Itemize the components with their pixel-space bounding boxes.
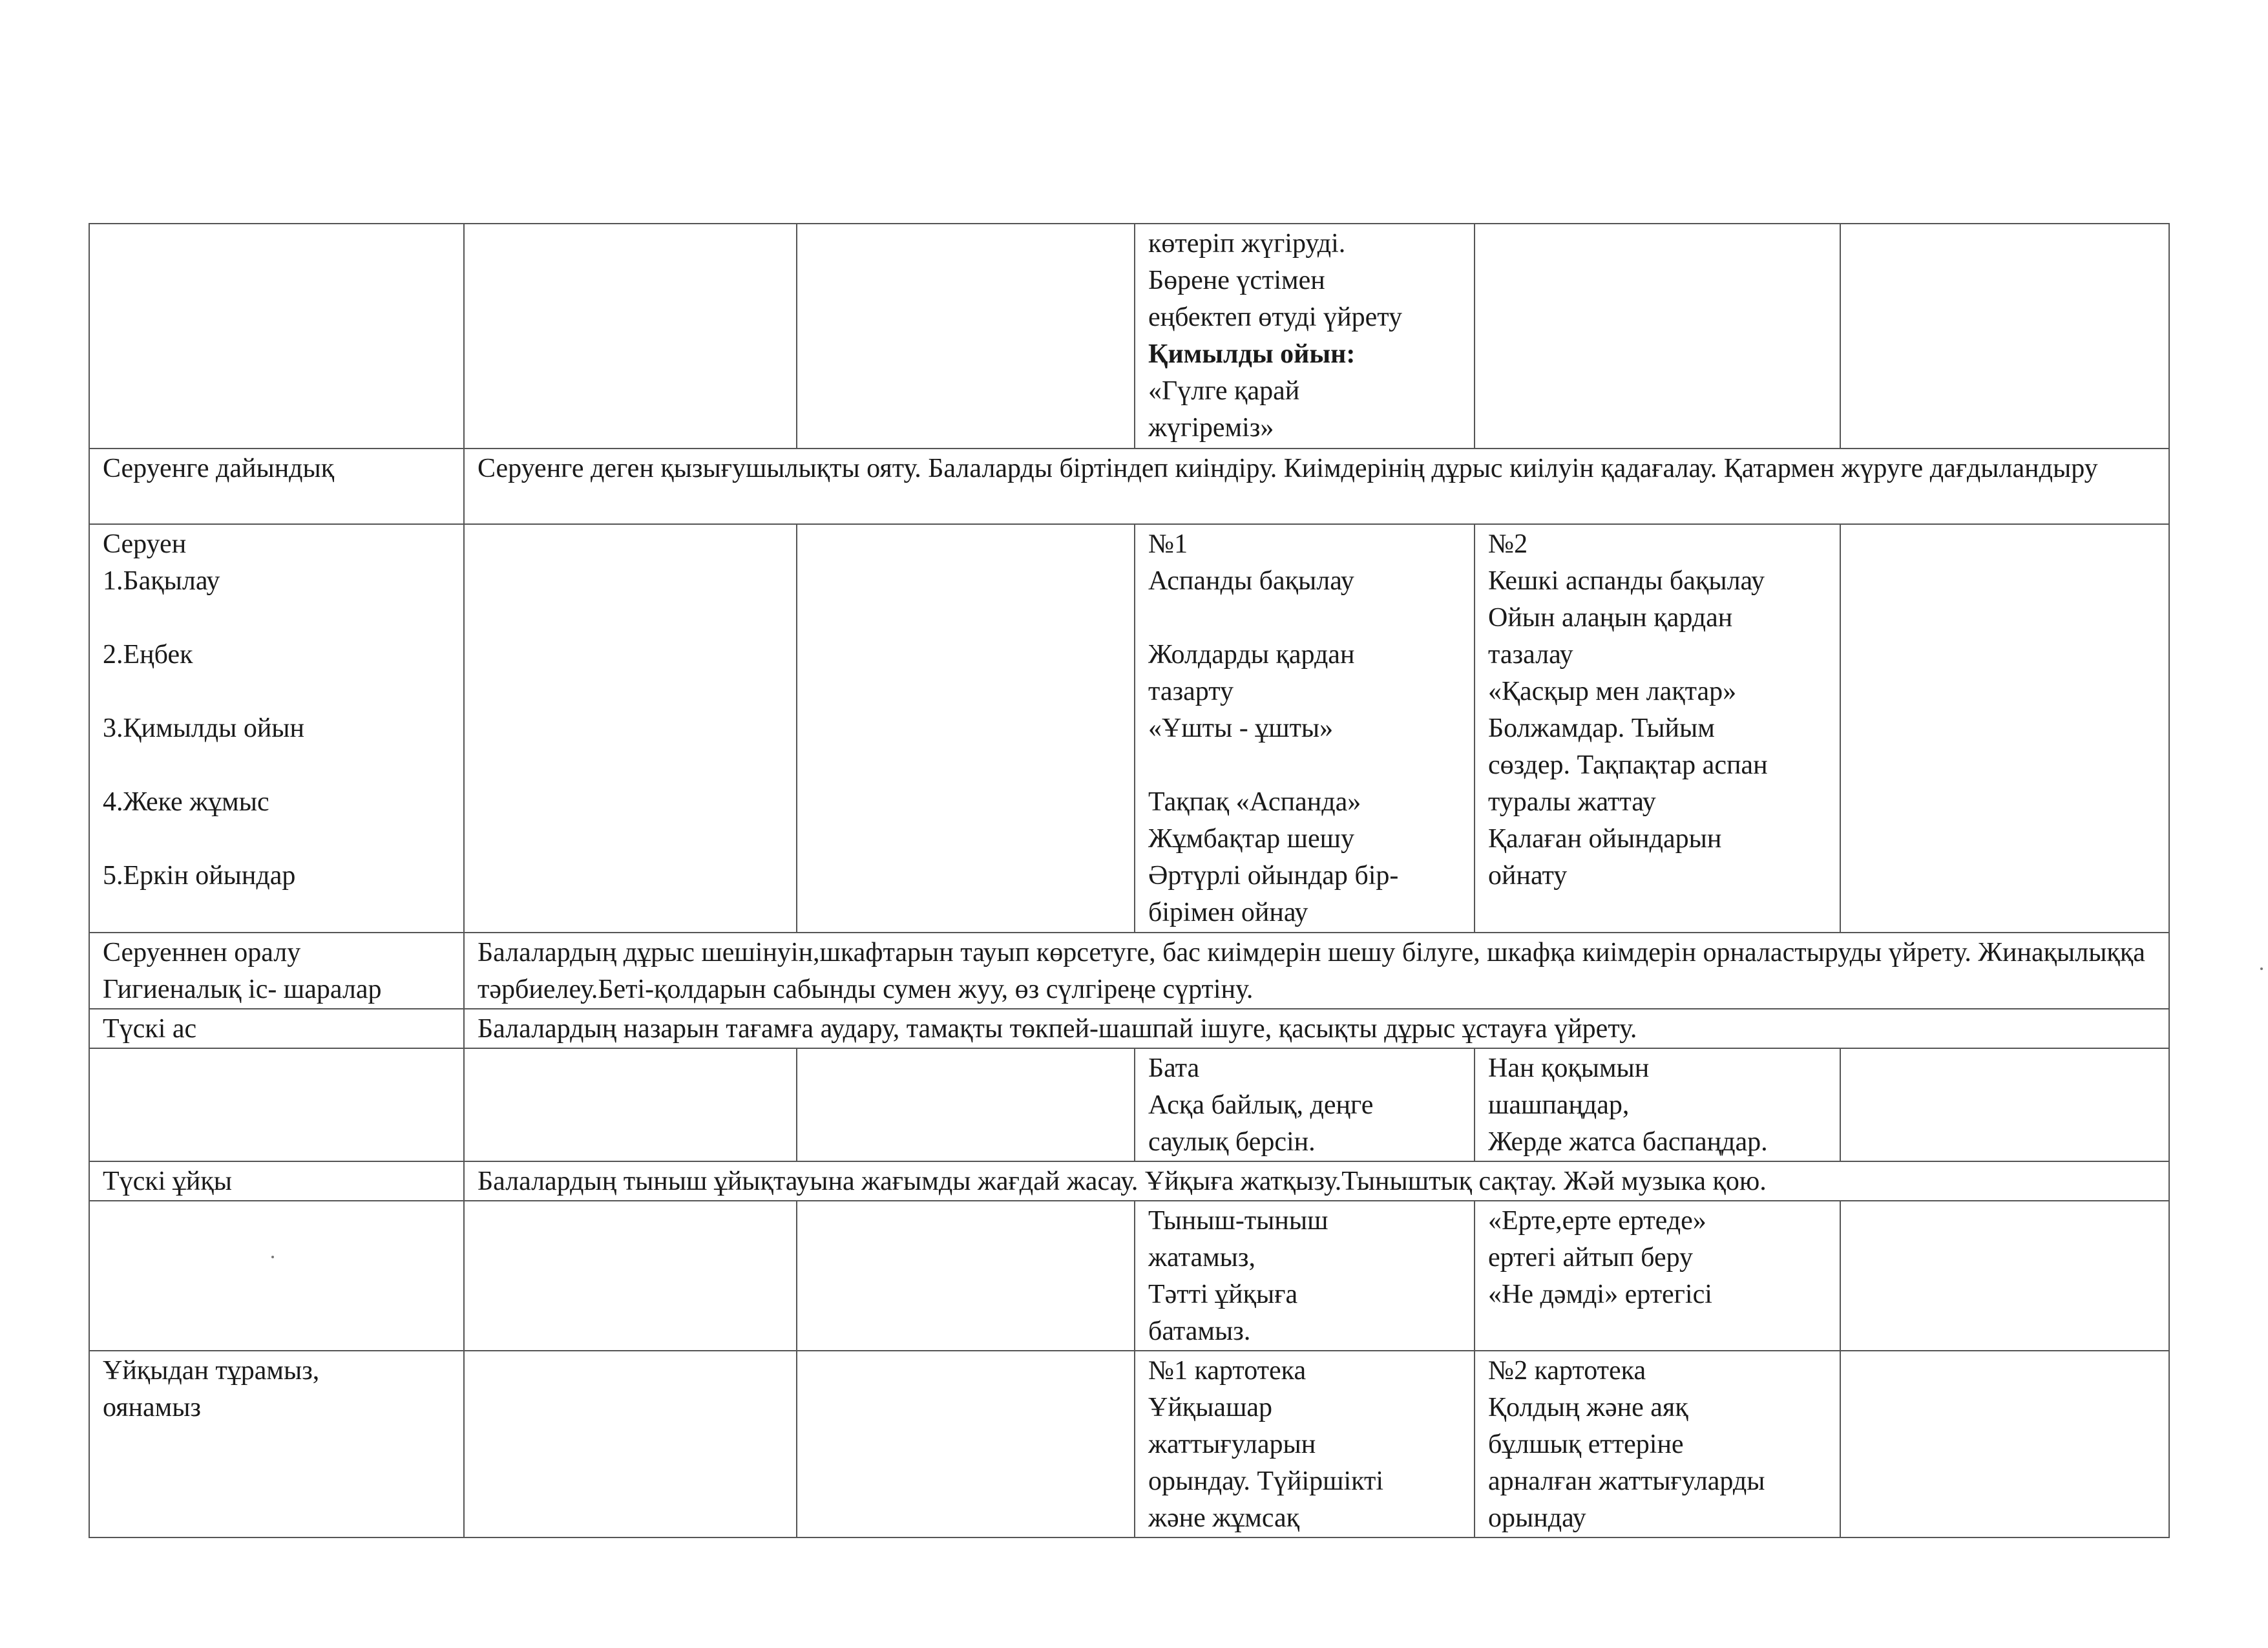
table-row	[89, 224, 2169, 449]
table-cell	[797, 524, 1135, 933]
table-cell	[89, 1048, 464, 1161]
row-label: Серуеннен оралу Гигиеналық іс- шаралар	[89, 933, 464, 1009]
scan-speck	[271, 1256, 274, 1258]
table-cell	[797, 1201, 1135, 1351]
cell-text: «Гүлге қарай жүгіреміз»	[1148, 376, 1300, 443]
table-cell	[464, 1351, 797, 1537]
table-cell: №1 картотека Ұйқыашар жаттығуларын орындау. Түйіршікті және жұмсақ	[1135, 1351, 1475, 1537]
table-cell	[464, 1201, 797, 1351]
table-cell	[464, 524, 797, 933]
table-cell: №2 Кешкі аспанды бақылау Ойын алаңын қардан тазалау «Қасқыр мен лақтар» Болжамдар. Тыйым сөздер. Тақпақтар аспан туралы жаттау Қалаған ойындарын ойнату	[1475, 524, 1840, 933]
table-cell	[464, 224, 797, 449]
table-cell	[797, 1048, 1135, 1161]
table-cell: Тыныш-тыныш жатамыз, Тәтті ұйқыға батамыз.	[1135, 1201, 1475, 1351]
game-heading: Қимылды ойын:	[1148, 339, 1356, 369]
table-cell	[1840, 1048, 2169, 1161]
table-cell	[1840, 224, 2169, 449]
table-row	[89, 1201, 2169, 1351]
row-description: Серуенге деген қызығушылықты ояту. Балаларды біртіндеп киіндіру. Киімдерінің дұрыс киілуін қадағалау. Қатармен жүруге дағдыландыру	[464, 449, 2169, 524]
table-row	[89, 449, 2169, 524]
table-row	[89, 1009, 2169, 1048]
table-cell: «Ерте,ерте ертеде» ертегі айтып беру «Не дәмді» ертегісі	[1475, 1201, 1840, 1351]
table-cell	[1840, 1201, 2169, 1351]
table-cell	[1840, 524, 2169, 933]
row-label: Түскі ұйқы	[89, 1161, 464, 1201]
table-cell: №1 Аспанды бақылау Жолдарды қардан тазарту «Ұшты - ұшты» Тақпақ «Аспанда» Жұмбақтар шешу Әртүрлі ойындар бір- бірімен ойнау	[1135, 524, 1475, 933]
row-label: Ұйқыдан тұрамыз, оянамыз	[89, 1351, 464, 1537]
table-cell	[464, 1048, 797, 1161]
table-cell: Нан қоқымын шашпаңдар, Жерде жатса баспаңдар.	[1475, 1048, 1840, 1161]
table-row	[89, 933, 2169, 1009]
table-cell: №2 картотека Қолдың және аяқ бұлшық еттеріне арналған жаттығуларды орындау	[1475, 1351, 1840, 1537]
scan-speck	[2260, 967, 2263, 970]
cell-text: көтеріп жүгіруді. Бөрене үстімен еңбектеп өтуді үйрету	[1148, 229, 1403, 332]
table-cell	[1840, 1351, 2169, 1537]
table-cell	[1475, 224, 1840, 449]
row-label: Түскі ас	[89, 1009, 464, 1048]
table-row	[89, 524, 2169, 933]
table-row	[89, 1161, 2169, 1201]
row-description: Балалардың дұрыс шешінуін,шкафтарын тауып көрсетуге, бас киімдерін шешу білуге, шкафқа киімдерін орналастыруды үйрету. Жинақылыққа тәрбиелеу.Беті-қолдарын сабынды сумен жуу, өз сүлгіреңе сүртіну.	[464, 933, 2169, 1009]
row-label: Серуен 1.Бақылау 2.Еңбек 3.Қимылды ойын 4.Жеке жұмыс 5.Еркін ойындар	[89, 524, 464, 933]
daily-plan-table	[89, 223, 2170, 1538]
row-description: Балалардың назарын тағамға аудару, тамақты төкпей-шашпай ішуге, қасықты дұрыс ұстауға үйрету.	[464, 1009, 2169, 1048]
table-cell	[797, 1351, 1135, 1537]
row-description: Балалардың тыныш ұйықтауына жағымды жағдай жасау. Ұйқыға жатқызу.Тыныштық сақтау. Жәй музыка қою.	[464, 1161, 2169, 1201]
table-row	[89, 1048, 2169, 1161]
table-cell: Бата Асқа байлық, деңге саулық берсін.	[1135, 1048, 1475, 1161]
table-cell	[1135, 224, 1475, 449]
table-row	[89, 1351, 2169, 1537]
table-cell	[797, 224, 1135, 449]
row-label: Серуенге дайындық	[89, 449, 464, 524]
table-cell	[89, 224, 464, 449]
table-cell	[89, 1201, 464, 1351]
